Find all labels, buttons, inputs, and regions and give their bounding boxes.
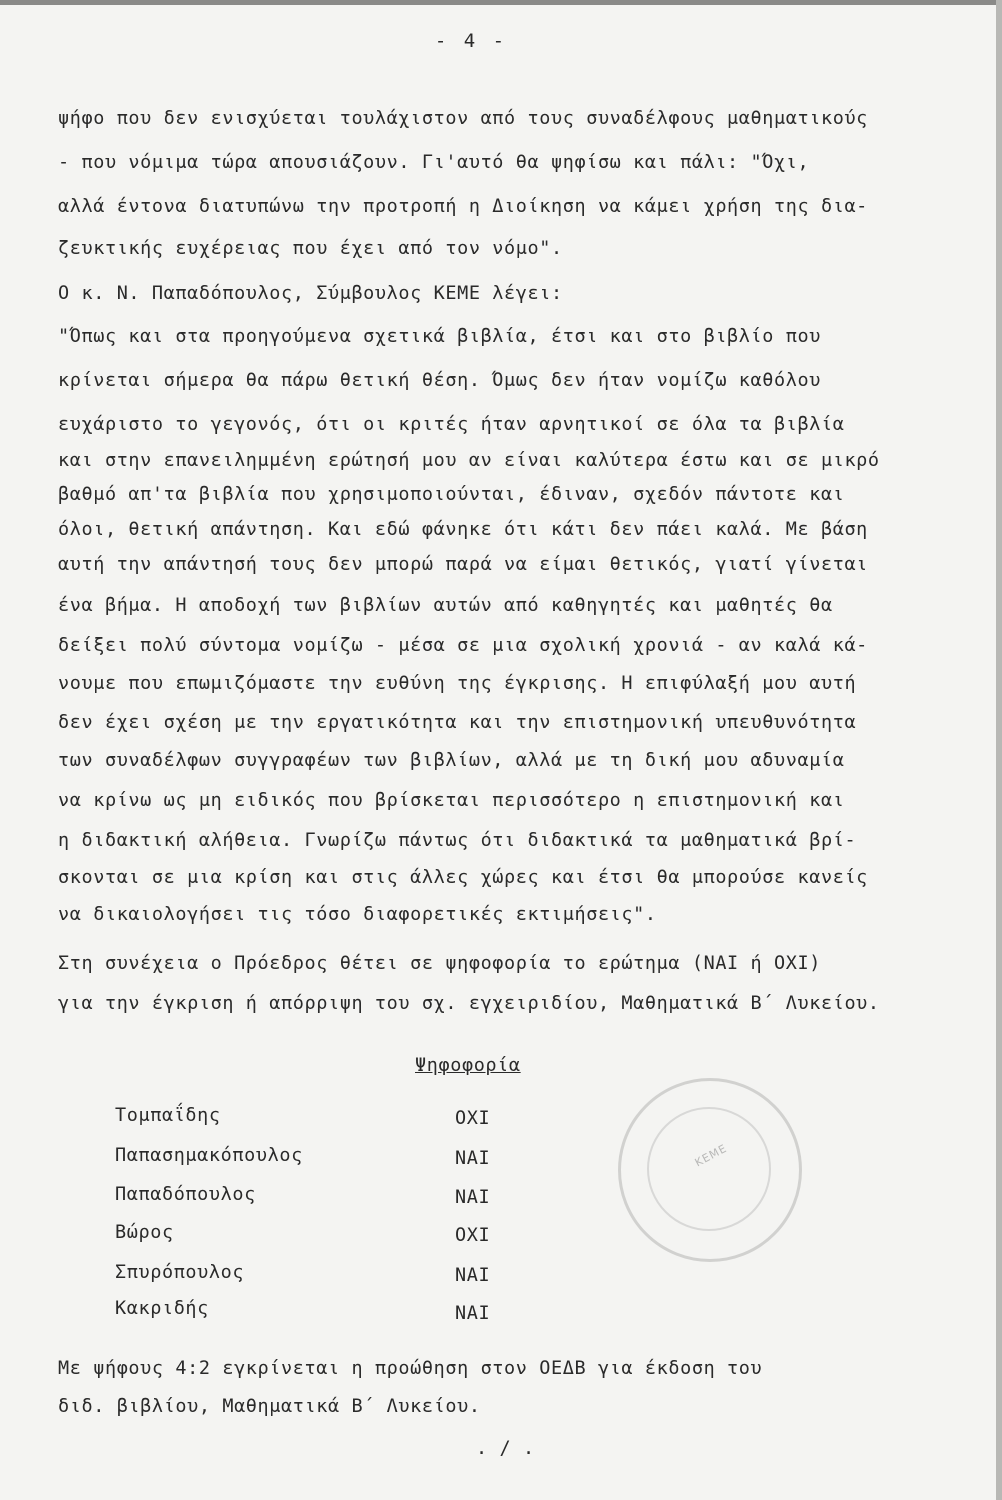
- text-line: να δικαιολογήσει τις τόσο διαφορετικές εκτιμήσεις".: [58, 904, 657, 925]
- text-line: όλοι, θετική απάντηση. Και εδώ φάνηκε ότι κάτι δεν πάει καλά. Με βάση: [58, 519, 868, 540]
- text-line: αυτή την απάντησή τους δεν μπορώ παρά να είμαι θετικός, γιατί γίνεται: [58, 554, 868, 575]
- text-line: και στην επανειλημμένη ερώτησή μου αν είναι καλύτερα έστω και σε μικρό: [58, 450, 880, 471]
- vote-value: ΝΑΙ: [455, 1148, 491, 1169]
- text-line: διδ. βιβλίου, Μαθηματικά Β΄ Λυκείου.: [58, 1396, 481, 1417]
- voter-name: Σπυρόπουλος: [115, 1262, 245, 1283]
- official-stamp: [618, 1078, 802, 1262]
- text-line: κρίνεται σήμερα θα πάρω θετική θέση. Όμως δεν ήταν νομίζω καθόλου: [58, 370, 821, 391]
- page-number: - 4 -: [434, 30, 508, 52]
- text-line: δείξει πολύ σύντομα νομίζω - μέσα σε μια σχολική χρονιά - αν καλά κά-: [58, 635, 868, 656]
- text-line: αλλά έντονα διατυπώνω την προτροπή η Διοίκηση να κάμει χρήση της δια-: [58, 196, 868, 217]
- voter-name: Παπασημακόπουλος: [115, 1145, 303, 1166]
- text-line: - που νόμιμα τώρα απουσιάζουν. Γι'αυτό θα ψηφίσω και πάλι: "Όχι,: [58, 152, 810, 173]
- text-line: η διδακτική αλήθεια. Γνωρίζω πάντως ότι διδακτικά τα μαθηματικά βρί-: [58, 830, 857, 851]
- text-line: δεν έχει σχέση με την εργατικότητα και την επιστημονική υπευθυνότητα: [58, 712, 857, 733]
- vote-title: Ψηφοφορία: [415, 1055, 521, 1076]
- vote-value: ΟΧΙ: [455, 1108, 491, 1129]
- text-line: βαθμό απ'τα βιβλία που χρησιμοποιούνται, έδιναν, σχεδόν πάντοτε και: [58, 484, 845, 505]
- text-line: νουμε που επωμιζόμαστε την ευθύνη της έγκρισης. Η επιφύλαξή μου αυτή: [58, 673, 857, 694]
- text-line: ένα βήμα. Η αποδοχή των βιβλίων αυτών από καθηγητές και μαθητές θα: [58, 595, 833, 616]
- text-line: για την έγκριση ή απόρριψη του σχ. εγχειριδίου, Μαθηματικά Β΄ Λυκείου.: [58, 993, 880, 1014]
- voter-name: Βώρος: [115, 1222, 174, 1243]
- vote-value: ΝΑΙ: [455, 1303, 491, 1324]
- voter-name: Τομπαΐδης: [115, 1105, 221, 1126]
- stamp-text: ΚΕΜΕ: [692, 1141, 730, 1170]
- text-line: ευχάριστο το γεγονός, ότι οι κριτές ήταν αρνητικοί σε όλα τα βιβλία: [58, 414, 845, 435]
- stamp-inner-ring: [647, 1107, 771, 1231]
- voter-name: Κακριδής: [115, 1298, 209, 1319]
- text-line: Ο κ. Ν. Παπαδόπουλος, Σύμβουλος ΚΕΜΕ λέγει:: [58, 283, 563, 304]
- continuation-mark: . / .: [476, 1438, 535, 1459]
- vote-value: ΝΑΙ: [455, 1187, 491, 1208]
- scan-right-edge: [996, 0, 1002, 1500]
- voter-name: Παπαδόπουλος: [115, 1184, 256, 1205]
- vote-value: ΝΑΙ: [455, 1265, 491, 1286]
- text-line: Με ψήφους 4:2 εγκρίνεται η προώθηση στον ΟΕΔΒ για έκδοση του: [58, 1358, 763, 1379]
- text-line: "Όπως και στα προηγούμενα σχετικά βιβλία, έτσι και στο βιβλίο που: [58, 326, 821, 347]
- scan-top-edge: [0, 0, 1002, 5]
- text-line: ψήφο που δεν ενισχύεται τουλάχιστον από τους συναδέλφους μαθηματικούς: [58, 108, 868, 129]
- text-line: να κρίνω ως μη ειδικός που βρίσκεται περισσότερο η επιστημονική και: [58, 790, 845, 811]
- vote-value: ΟΧΙ: [455, 1225, 491, 1246]
- text-line: Στη συνέχεια ο Πρόεδρος θέτει σε ψηφοφορία το ερώτημα (ΝΑΙ ή ΟΧΙ): [58, 953, 821, 974]
- text-line: ζευκτικής ευχέρειας που έχει από τον νόμο".: [58, 238, 563, 259]
- text-line: των συναδέλφων συγγραφέων των βιβλίων, αλλά με τη δική μου αδυναμία: [58, 750, 845, 771]
- text-line: σκονται σε μια κρίση και στις άλλες χώρες και έτσι θα μπορούσε κανείς: [58, 867, 868, 888]
